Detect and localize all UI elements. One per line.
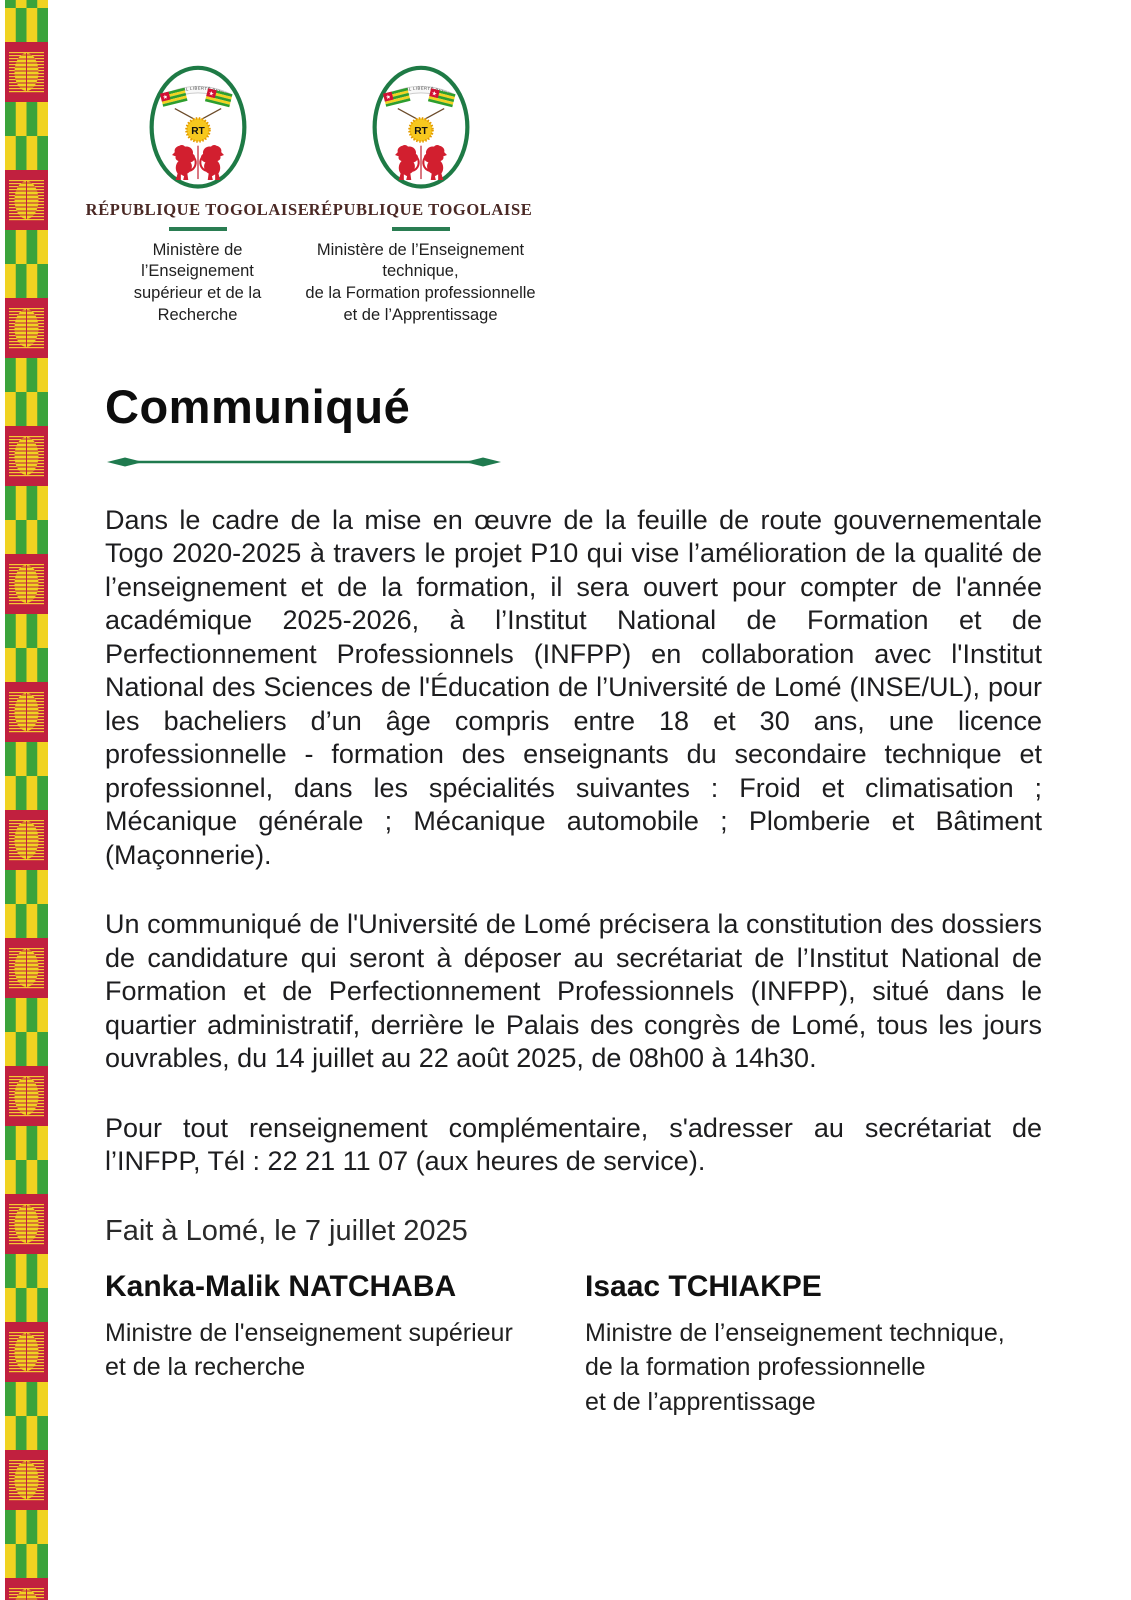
ministry-name	[100, 240, 295, 327]
green-rule	[169, 227, 227, 231]
signer-name: Kanka-Malik NATCHABA	[105, 1269, 457, 1303]
paragraph-3: Pour tout renseignement complémentaire, s'adresser au secrétariat de l’INFPP, Tél : 22 21 11 07 (aux heures de service).	[105, 1112, 1042, 1177]
signer-role-line: Ministre de l'enseignement supérieur	[105, 1318, 513, 1347]
signer-role-line: et de l’apprentissage	[585, 1387, 816, 1416]
communique-text	[105, 504, 1042, 1179]
ministry-line: supérieur et de la Recherche	[133, 284, 262, 324]
date-line: Fait à Lomé, le 7 juillet 2025	[105, 1214, 468, 1247]
ministry-line: de la Formation professionnelle	[305, 284, 536, 303]
togo-coat-of-arms-icon	[147, 62, 249, 196]
paragraph-1: Dans le cadre de la mise en œuvre de la feuille de route gouvernementale Togo 2020-2025 à travers le projet P10 qui vise l’amélioration de la qualité de l’enseignement et de la formation, il sera ouvert pour compter de l'année académique 2025-2026, à l’Institut National de Formation et de Perfectionnement Professionnels (INFPP) en collaboration avec l'Institut National des Sciences de l'Éducation de l’Université de Lomé (INSE/UL), pour les bacheliers d’un âge compris entre 18 et 30 ans, une licence professionnelle - formation des enseignants du secondaire technique et professionnel, dans les spécialités suivantes : Froid et climatisation ; Mécanique générale ; Mécanique automobile ; Plomberie et Bâtiment (Maçonnerie).	[105, 504, 1042, 870]
header	[85, 62, 1131, 327]
signer-role-line: de la formation professionnelle	[585, 1353, 926, 1382]
signer-role-line: et de la recherche	[105, 1353, 306, 1382]
title-divider	[105, 454, 503, 470]
signer-name: Isaac TCHIAKPE	[585, 1269, 822, 1303]
signatures	[105, 1270, 1131, 1420]
ministry-name	[303, 240, 538, 327]
republic-label: RÉPUBLIQUE TOGOLAISE	[308, 200, 533, 219]
signer-role-line: Ministre de l’enseignement technique,	[585, 1318, 1005, 1347]
signer-role	[585, 1316, 1055, 1420]
page-title: Communiqué	[105, 379, 411, 433]
ministry-line: et de l’Apprentissage	[343, 305, 498, 324]
green-rule	[392, 227, 450, 231]
paragraph-2: Un communiqué de l'Université de Lomé précisera la constitution des dossiers de candidature qui seront à déposer au secrétariat de l’Institut National de Formation et de Perfectionnement Professionnels (INFPP), situé dans le quartier administratif, derrière le Palais des congrès de Lomé, tous les jours ouvrables, du 14 juillet au 22 août 2025, de 08h00 à 14h30.	[105, 909, 1042, 1074]
ministry-line: Ministère de l’Enseignement	[141, 240, 254, 281]
republic-label: RÉPUBLIQUE TOGOLAISE	[85, 200, 310, 219]
signature-tchiakpe	[585, 1270, 1055, 1420]
org-block-higher-education	[85, 62, 310, 327]
togo-coat-of-arms-icon	[370, 62, 472, 196]
org-block-technical-education	[303, 62, 538, 327]
signature-natchaba	[105, 1270, 567, 1420]
ministry-line: Ministère de l’Enseignement technique,	[316, 240, 525, 281]
signer-role	[105, 1316, 567, 1385]
